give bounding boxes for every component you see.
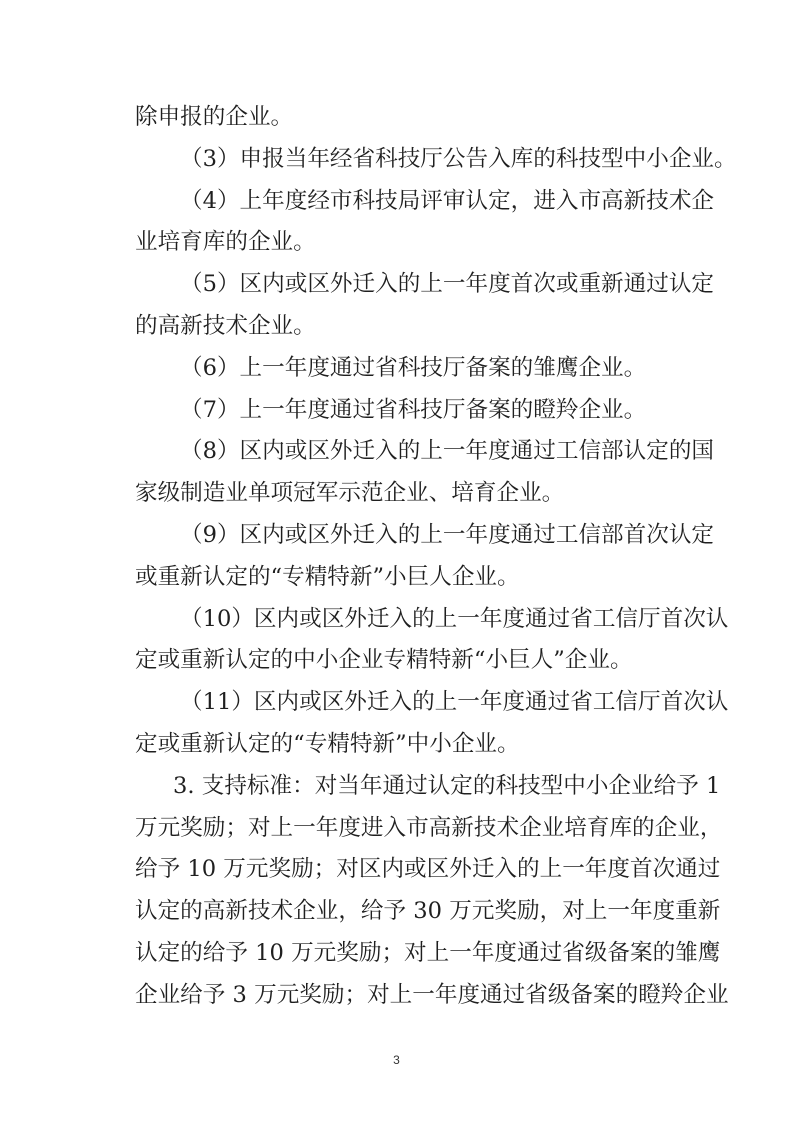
paragraph-line: （4）上年度经市科技局评审认定，进入市高新技术企	[180, 187, 715, 214]
paragraph-line: （3）申报当年经省科技厅公告入库的科技型中小企业。	[180, 145, 737, 172]
paragraph-line: （9）区内或区外迁入的上一年度通过工信部首次认定	[180, 521, 715, 548]
body-text	[135, 97, 737, 1017]
paragraph-line: （11）区内或区外迁入的上一年度通过省工信厅首次认	[180, 689, 729, 716]
paragraph-line: 或重新认定的“专精特新”小巨人企业。	[135, 563, 520, 590]
paragraph-line: 万元奖励；对上一年度进入市高新技术企业培育库的企业，	[135, 814, 723, 841]
paragraph-line: 定或重新认定的“专精特新”中小企业。	[135, 730, 520, 757]
paragraph-line: （5）区内或区外迁入的上一年度首次或重新通过认定	[180, 271, 715, 298]
paragraph-line: （6）上一年度通过省科技厅备案的雏鹰企业。	[180, 354, 647, 381]
paragraph-line: （10）区内或区外迁入的上一年度通过省工信厅首次认	[180, 605, 729, 632]
paragraph-line: 业培育库的企业。	[135, 229, 316, 256]
paragraph-line: （8）区内或区外迁入的上一年度通过工信部认定的国	[180, 438, 715, 465]
paragraph-line: 3. 支持标准：对当年通过认定的科技型中小企业给予 1	[173, 772, 721, 799]
paragraph-line: 的高新技术企业。	[135, 312, 316, 339]
paragraph-line: 除申报的企业。	[135, 104, 294, 130]
paragraph-line: 认定的给予 10 万元奖励；对上一年度通过省级备案的雏鹰	[135, 939, 721, 966]
paragraph-line: 家级制造业单项冠军示范企业、培育企业。	[135, 480, 565, 507]
paragraph-line: 定或重新认定的中小企业专精特新“小巨人”企业。	[135, 647, 633, 674]
page-number: 3	[393, 1053, 400, 1067]
paragraph-line: 给予 10 万元奖励；对区内或区外迁入的上一年度首次通过	[135, 856, 721, 883]
paragraph-line: 认定的高新技术企业，给予 30 万元奖励，对上一年度重新	[135, 898, 721, 925]
paragraph-line: 企业给予 3 万元奖励；对上一年度通过省级备案的瞪羚企业	[135, 981, 729, 1008]
paragraph-line: （7）上一年度通过省科技厅备案的瞪羚企业。	[180, 396, 647, 423]
